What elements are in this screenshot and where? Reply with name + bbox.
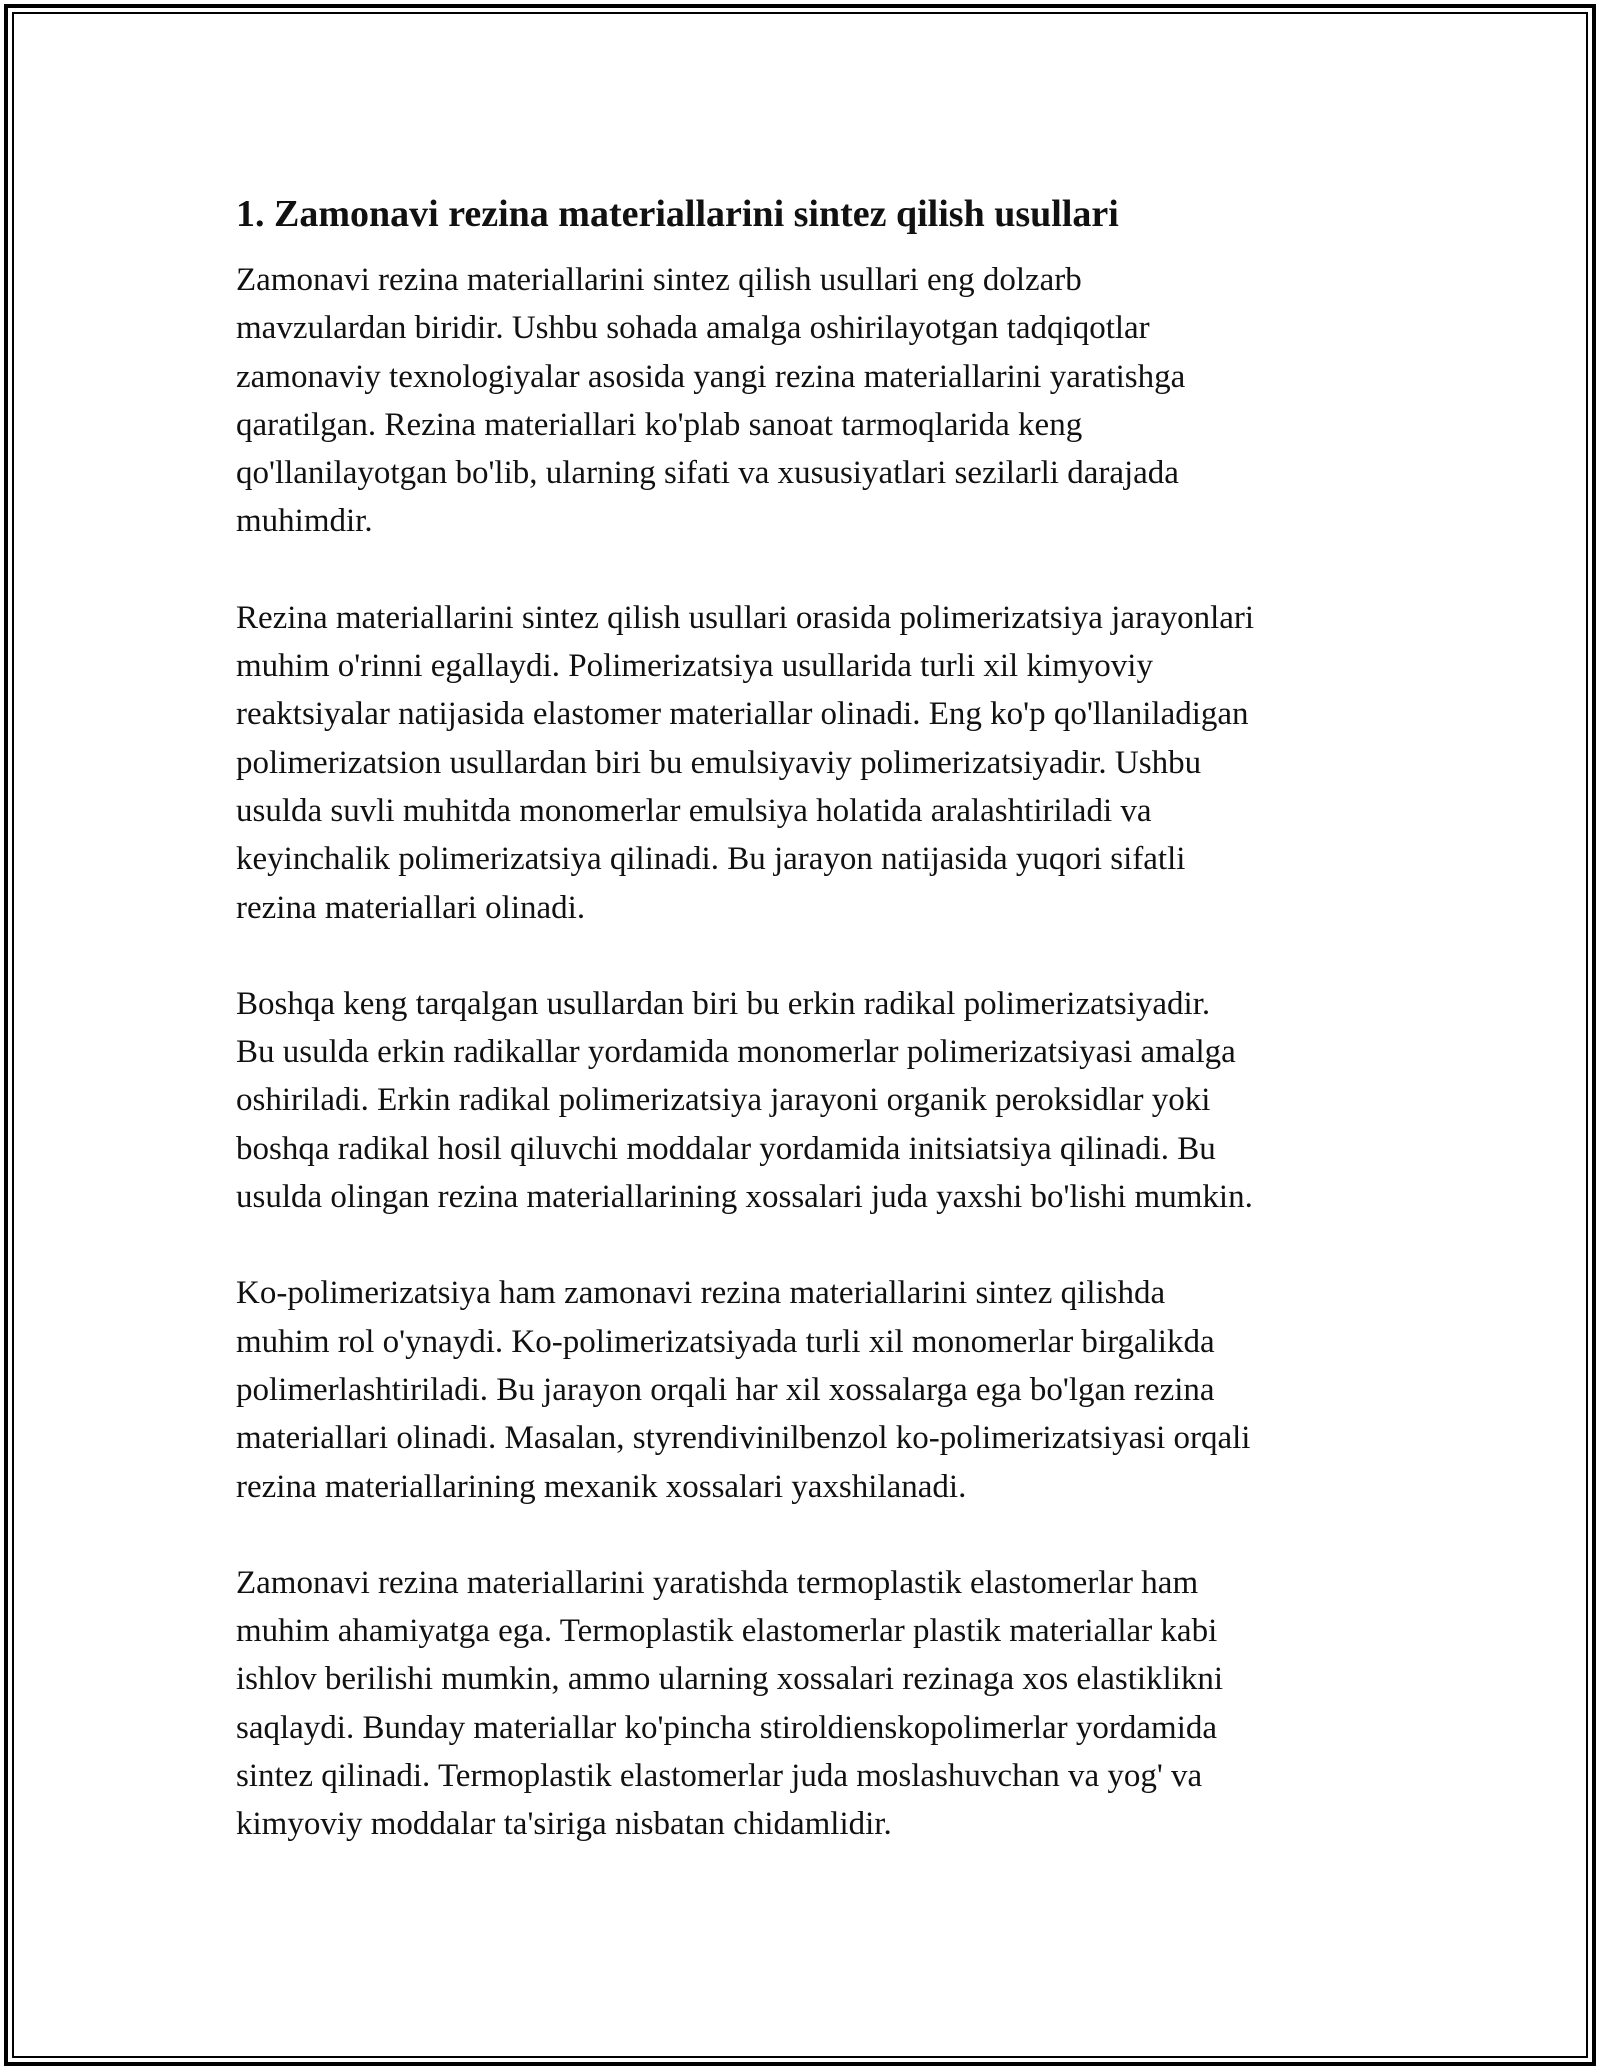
paragraph-3: Boshqa keng tarqalgan usullardan biri bu erkin radikal polimerizatsiyadir. Bu usulda erkin radikallar yordamida monomerlar polimerizatsiyasi amalga oshiriladi. Erkin radikal polimerizatsiya jarayoni organik peroksidlar yoki boshqa radikal hosil qiluvchi moddalar yordamida initsiatsiya qilinadi. Bu usulda olingan rezina materiallarining xossalari juda yaxshi bo'lishi mumkin.: [236, 985, 1253, 1216]
document-body: [236, 186, 1376, 1897]
paragraph-2: Rezina materiallarini sintez qilish usullari orasida polimerizatsiya jarayonlari muhim o'rinni egallaydi. Polimerizatsiya usullarida turli xil kimyoviy reaktsiyalar natijasida elastomer materiallar olinadi. Eng ko'p qo'llaniladigan polimerizatsion usullardan biri bu emulsiyaviy polimerizatsiyadir. Ushbu usulda suvli muhitda monomerlar emulsiya holatida aralashtiriladi va keyinchalik polimerizatsiya qilinadi. Bu jarayon natijasida yuqori sifatli rezina materiallari olinadi.: [236, 599, 1255, 926]
section-heading: 1. Zamonavi rezina materiallarini sintez qilish usullari: [236, 193, 1119, 235]
paragraph-5: Zamonavi rezina materiallarini yaratishda termoplastik elastomerlar ham muhim ahamiyatga ega. Termoplastik elastomerlar plastik materiallar kabi ishlov berilishi mumkin, ammo ularning xossalari rezinaga xos elastiklikni saqlaydi. Bunday materiallar ko'pincha stiroldienskopolimerlar yordamida sintez qilinadi. Termoplastik elastomerlar juda moslashuvchan va yog' va kimyoviy moddalar ta'siriga nisbatan chidamlidir.: [236, 1564, 1224, 1843]
paragraph-1: Zamonavi rezina materiallarini sintez qilish usullari eng dolzarb mavzulardan biridir. Ushbu sohada amalga oshirilayotgan tadqiqotlar zamonaviy texnologiyalar asosida yangi rezina materiallarini yaratishga qaratilgan. Rezina materiallari ko'plab sanoat tarmoqlarida keng qo'llanilayotgan bo'lib, ularning sifati va xususiyatlari sezilarli darajada muhimdir.: [236, 262, 1186, 540]
paragraph-4: Ko-polimerizatsiya ham zamonavi rezina materiallarini sintez qilishda muhim rol o'ynaydi. Ko-polimerizatsiyada turli xil monomerlar birgalikda polimerlashtiriladi. Bu jarayon orqali har xil xossalarga ega bo'lgan rezina materiallari olinadi. Masalan, styrendivinilbenzol ko-polimerizatsiyasi orqali rezina materiallarining mexanik xossalari yaxshilanadi.: [236, 1275, 1251, 1505]
